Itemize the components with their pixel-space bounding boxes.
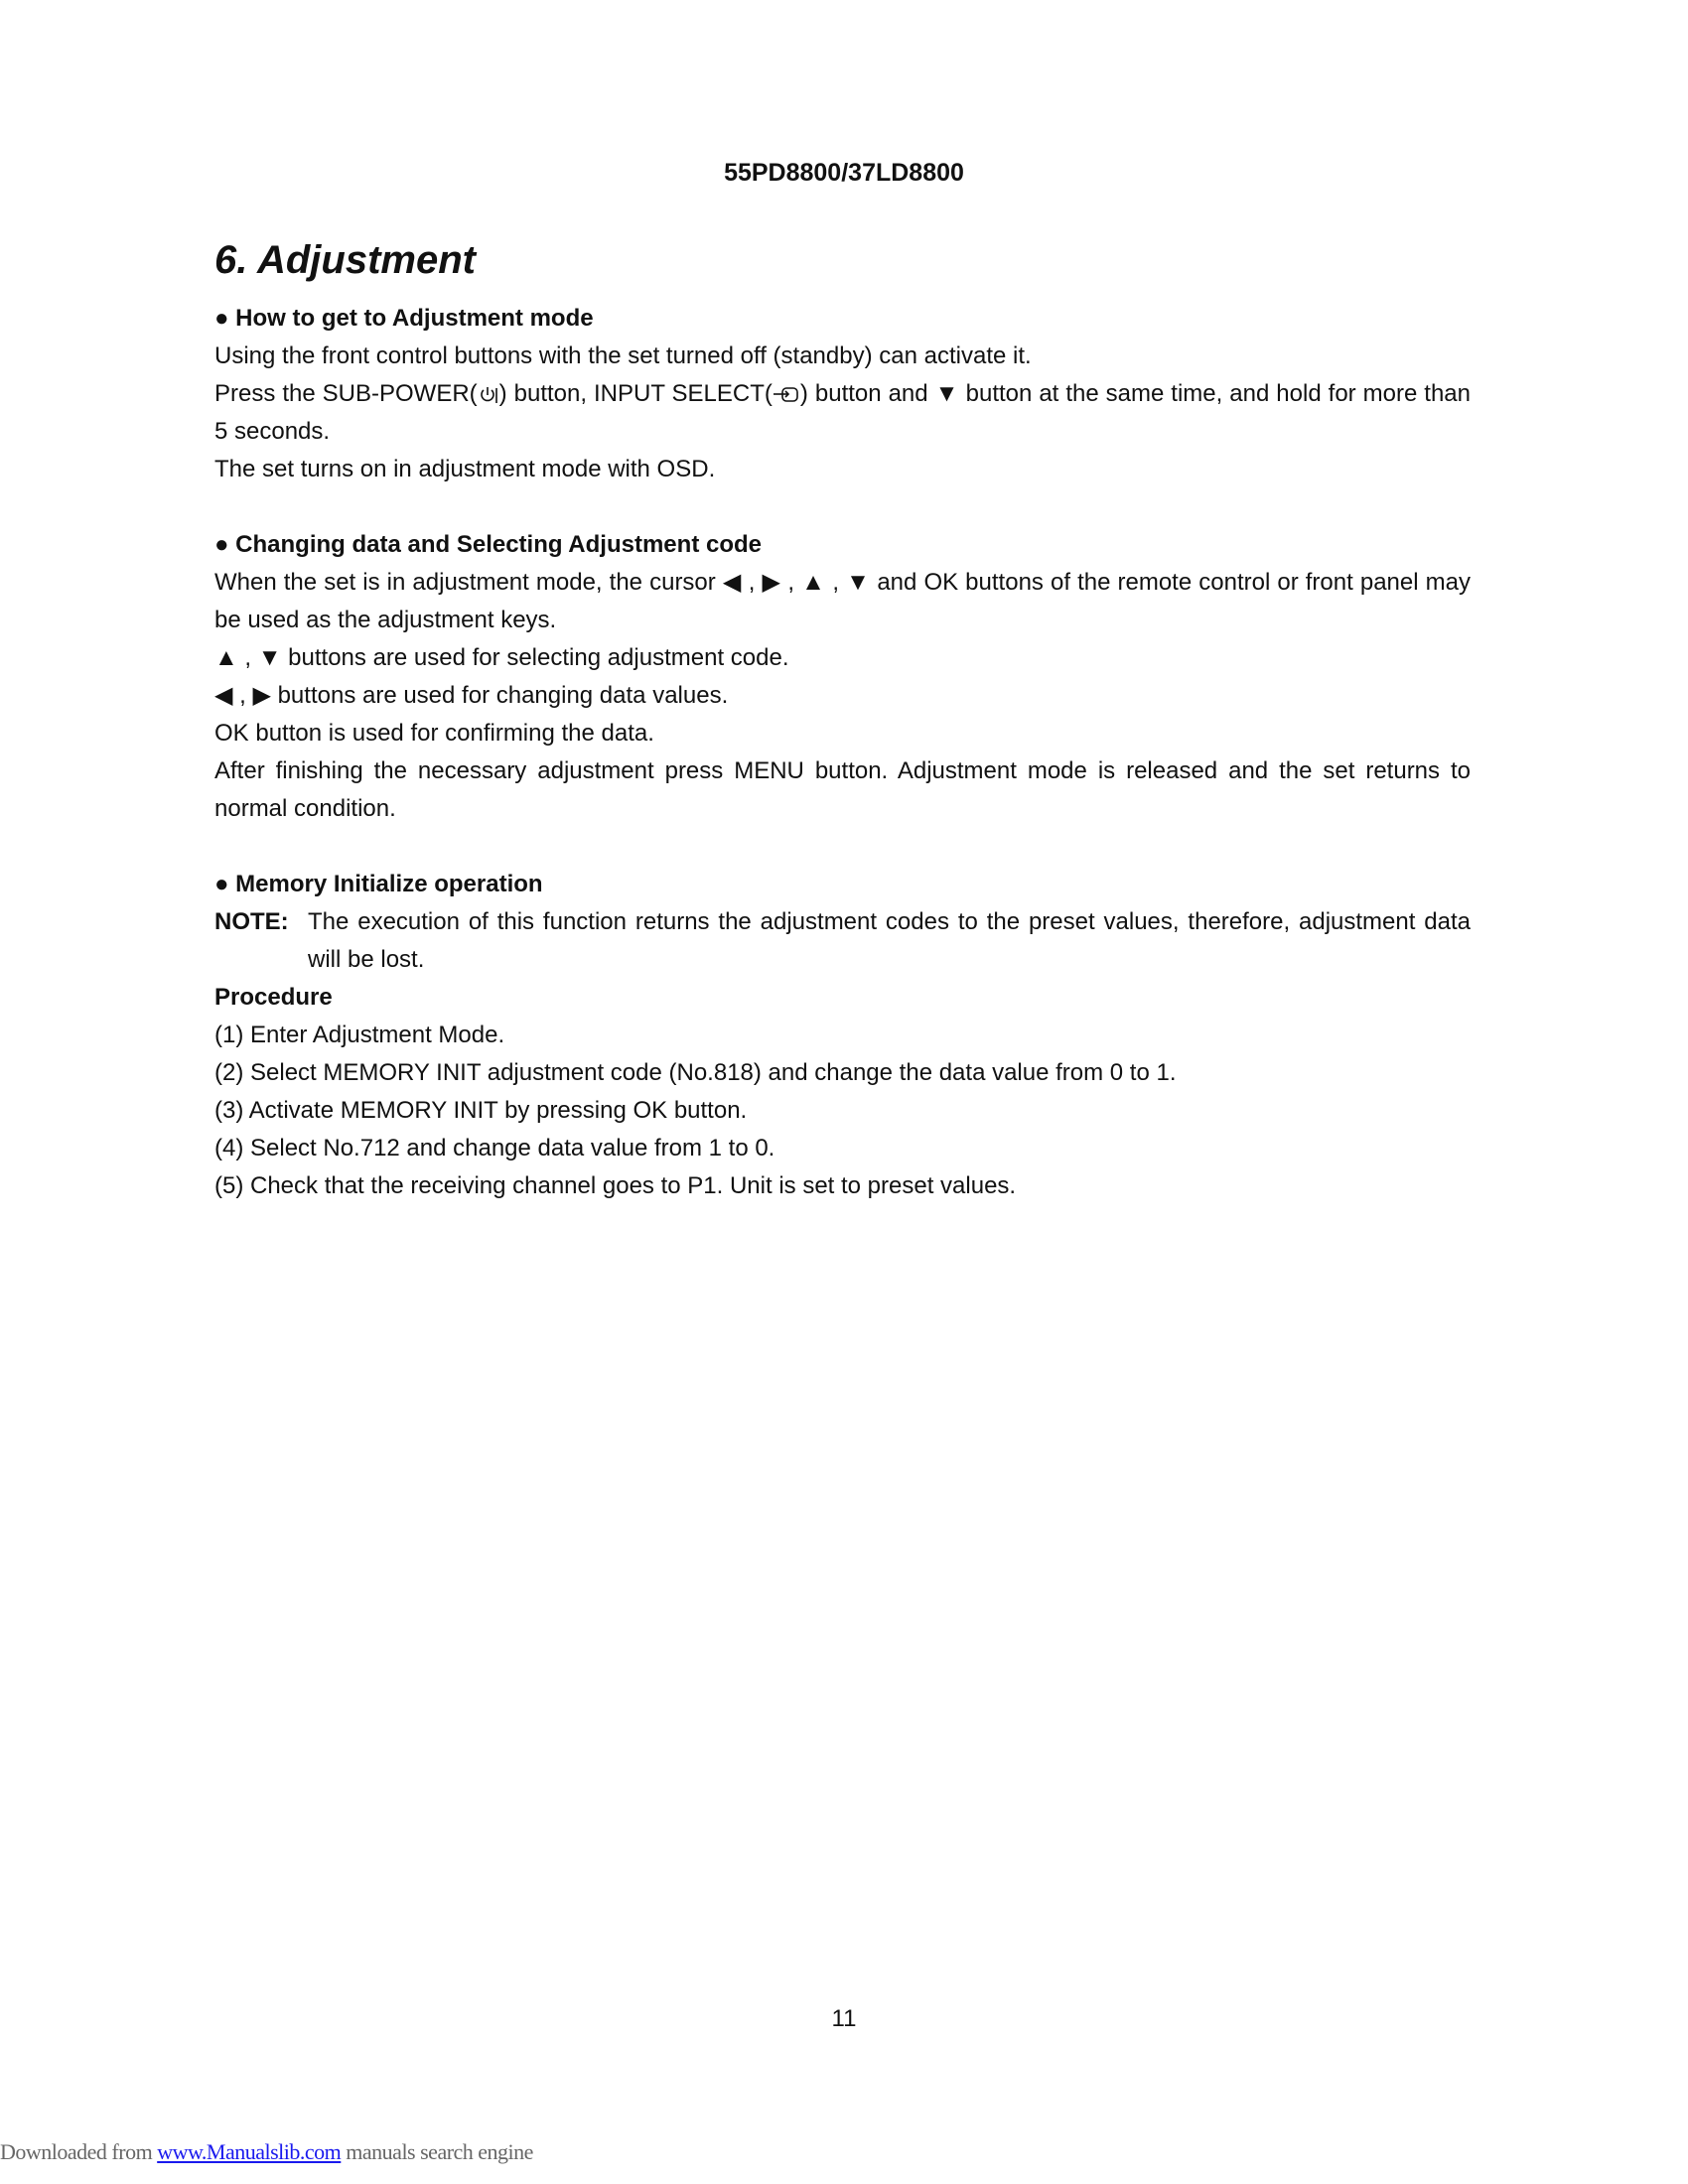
footer: Downloaded from www.Manualslib.com manuals search engine bbox=[0, 2139, 533, 2164]
paragraph-press-buttons: Press the SUB-POWER( ) button, INPUT SELECT( ) button and ▼ button at the same time, and hold for more than 5 seconds. bbox=[214, 380, 1472, 445]
spacer bbox=[214, 488, 1471, 526]
note-label: NOTE: bbox=[214, 908, 289, 935]
section-heading-memory-init: ● Memory Initialize operation bbox=[214, 871, 543, 897]
document-body bbox=[214, 300, 1471, 1205]
procedure-step: (5) Check that the receiving channel goes to P1. Unit is set to preset values. bbox=[214, 1172, 1017, 1199]
paragraph-menu-release: After finishing the necessary adjustment press MENU button. Adjustment mode is released and the set returns to normal condition. bbox=[214, 757, 1471, 822]
procedure-step: (2) Select MEMORY INIT adjustment code (No.818) and change the data value from 0 to 1. bbox=[214, 1059, 1177, 1086]
paragraph-ok-button: OK button is used for confirming the data. bbox=[214, 720, 654, 747]
paragraph-osd: The set turns on in adjustment mode with OSD. bbox=[214, 456, 716, 482]
page-number: 11 bbox=[831, 2005, 857, 2032]
input-select-icon bbox=[773, 384, 800, 404]
model-header: 55PD8800/37LD8800 bbox=[724, 159, 964, 187]
section-heading-changing-data: ● Changing data and Selecting Adjustment code bbox=[214, 531, 762, 558]
procedure-label: Procedure bbox=[214, 984, 333, 1011]
paragraph-cursor-keys: When the set is in adjustment mode, the cursor ◀ , ▶ , ▲ , ▼ and OK buttons of the remote control or front panel may be used as the adjustment keys. bbox=[214, 569, 1471, 633]
spacer bbox=[214, 828, 1471, 866]
manualslib-link[interactable]: www.Manualslib.com bbox=[157, 2139, 342, 2164]
paragraph-standby: Using the front control buttons with the set turned off (standby) can activate it. bbox=[214, 342, 1032, 369]
section-heading-adjustment-mode: ● How to get to Adjustment mode bbox=[214, 305, 594, 332]
procedure-step: (1) Enter Adjustment Mode. bbox=[214, 1022, 505, 1048]
procedure-step: (4) Select No.712 and change data value from 1 to 0. bbox=[214, 1135, 775, 1161]
power-standby-icon bbox=[478, 384, 499, 404]
note-text: The execution of this function returns the adjustment codes to the preset values, therefore, adjustment data will be lost. bbox=[308, 908, 1471, 973]
note-block bbox=[214, 903, 1471, 979]
procedure-step: (3) Activate MEMORY INIT by pressing OK button. bbox=[214, 1097, 748, 1124]
paragraph-left-right: ◀ , ▶ buttons are used for changing data values. bbox=[214, 682, 729, 709]
page-title: 6. Adjustment bbox=[214, 238, 476, 282]
paragraph-up-down: ▲ , ▼ buttons are used for selecting adjustment code. bbox=[214, 644, 789, 671]
